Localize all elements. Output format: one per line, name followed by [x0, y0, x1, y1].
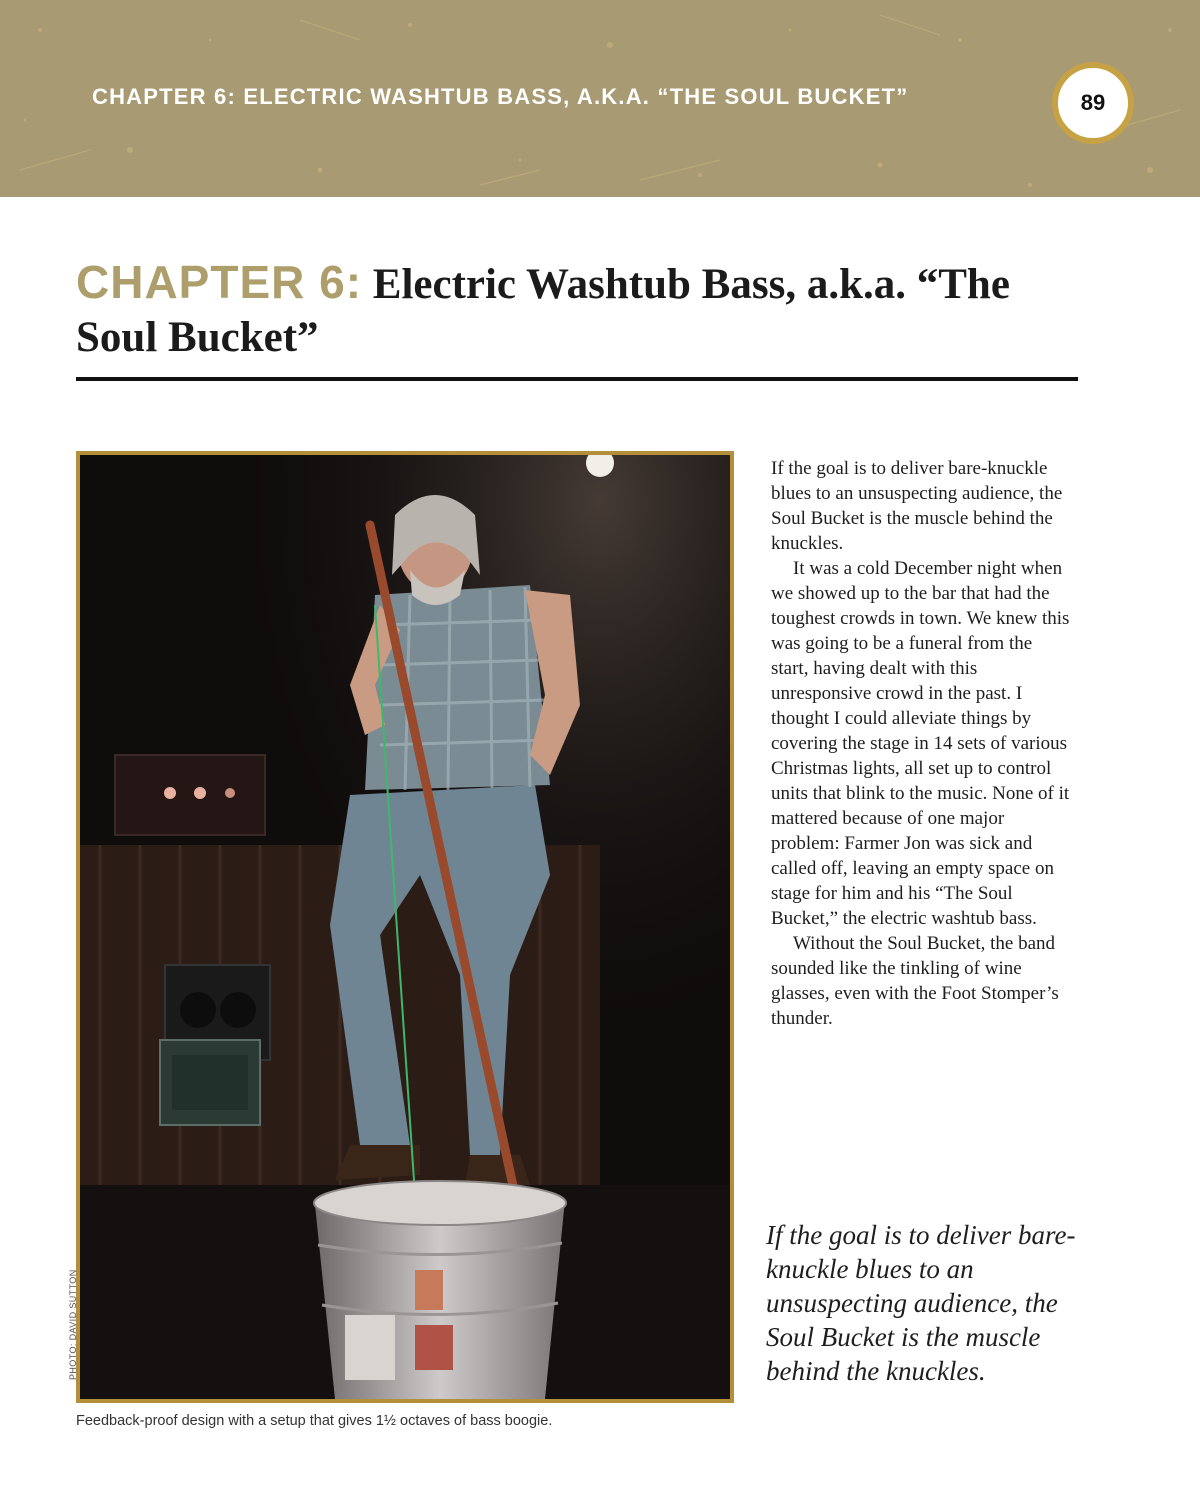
chapter-label: CHAPTER 6:	[76, 256, 363, 308]
photo-illustration	[80, 455, 730, 1399]
page-number-badge: 89	[1052, 62, 1134, 144]
title-rule	[76, 377, 1078, 381]
header-banner	[0, 0, 1200, 197]
pull-quote: If the goal is to deliver bare-knuckle blues to an unsuspecting audience, the Soul Bucket is the muscle behind the knuckles.	[766, 1220, 1076, 1386]
chapter-title	[76, 256, 1080, 364]
photo-caption: Feedback-proof design with a setup that gives 1½ octaves of bass boogie.	[76, 1413, 553, 1429]
paragraph: If the goal is to deliver bare-knuckle blues to an unsuspecting audience, the Soul Bucket is the muscle behind the knuckles.	[771, 458, 1063, 554]
paragraph: It was a cold December night when we showed up to the bar that had the toughest crowds in town. We knew this was going to be a funeral from the start, having dealt with this unresponsive crowd in the past. I thought I could alleviate things by covering the stage in 14 sets of various Christmas lights, all set up to control units that blink to the music. None of it mattered because of one major problem: Farmer Jon was sick and called off, leaving an empty space on stage for him and his “The Soul Bucket,” the electric washtub bass.	[771, 558, 1070, 929]
paragraph: Without the Soul Bucket, the band sounded like the tinkling of wine glasses, even with the Foot Stomper’s thunder.	[771, 933, 1059, 1029]
chapter-title-text: Electric Washtub Bass, a.k.a. “The Soul Bucket”	[76, 261, 1010, 361]
photo-credit: PHOTO: DAVID SUTTON	[68, 1269, 78, 1380]
body-text	[771, 456, 1071, 1031]
photo	[76, 451, 734, 1403]
running-head: CHAPTER 6: ELECTRIC WASHTUB BASS, A.K.A. “THE SOUL BUCKET”	[92, 84, 909, 109]
